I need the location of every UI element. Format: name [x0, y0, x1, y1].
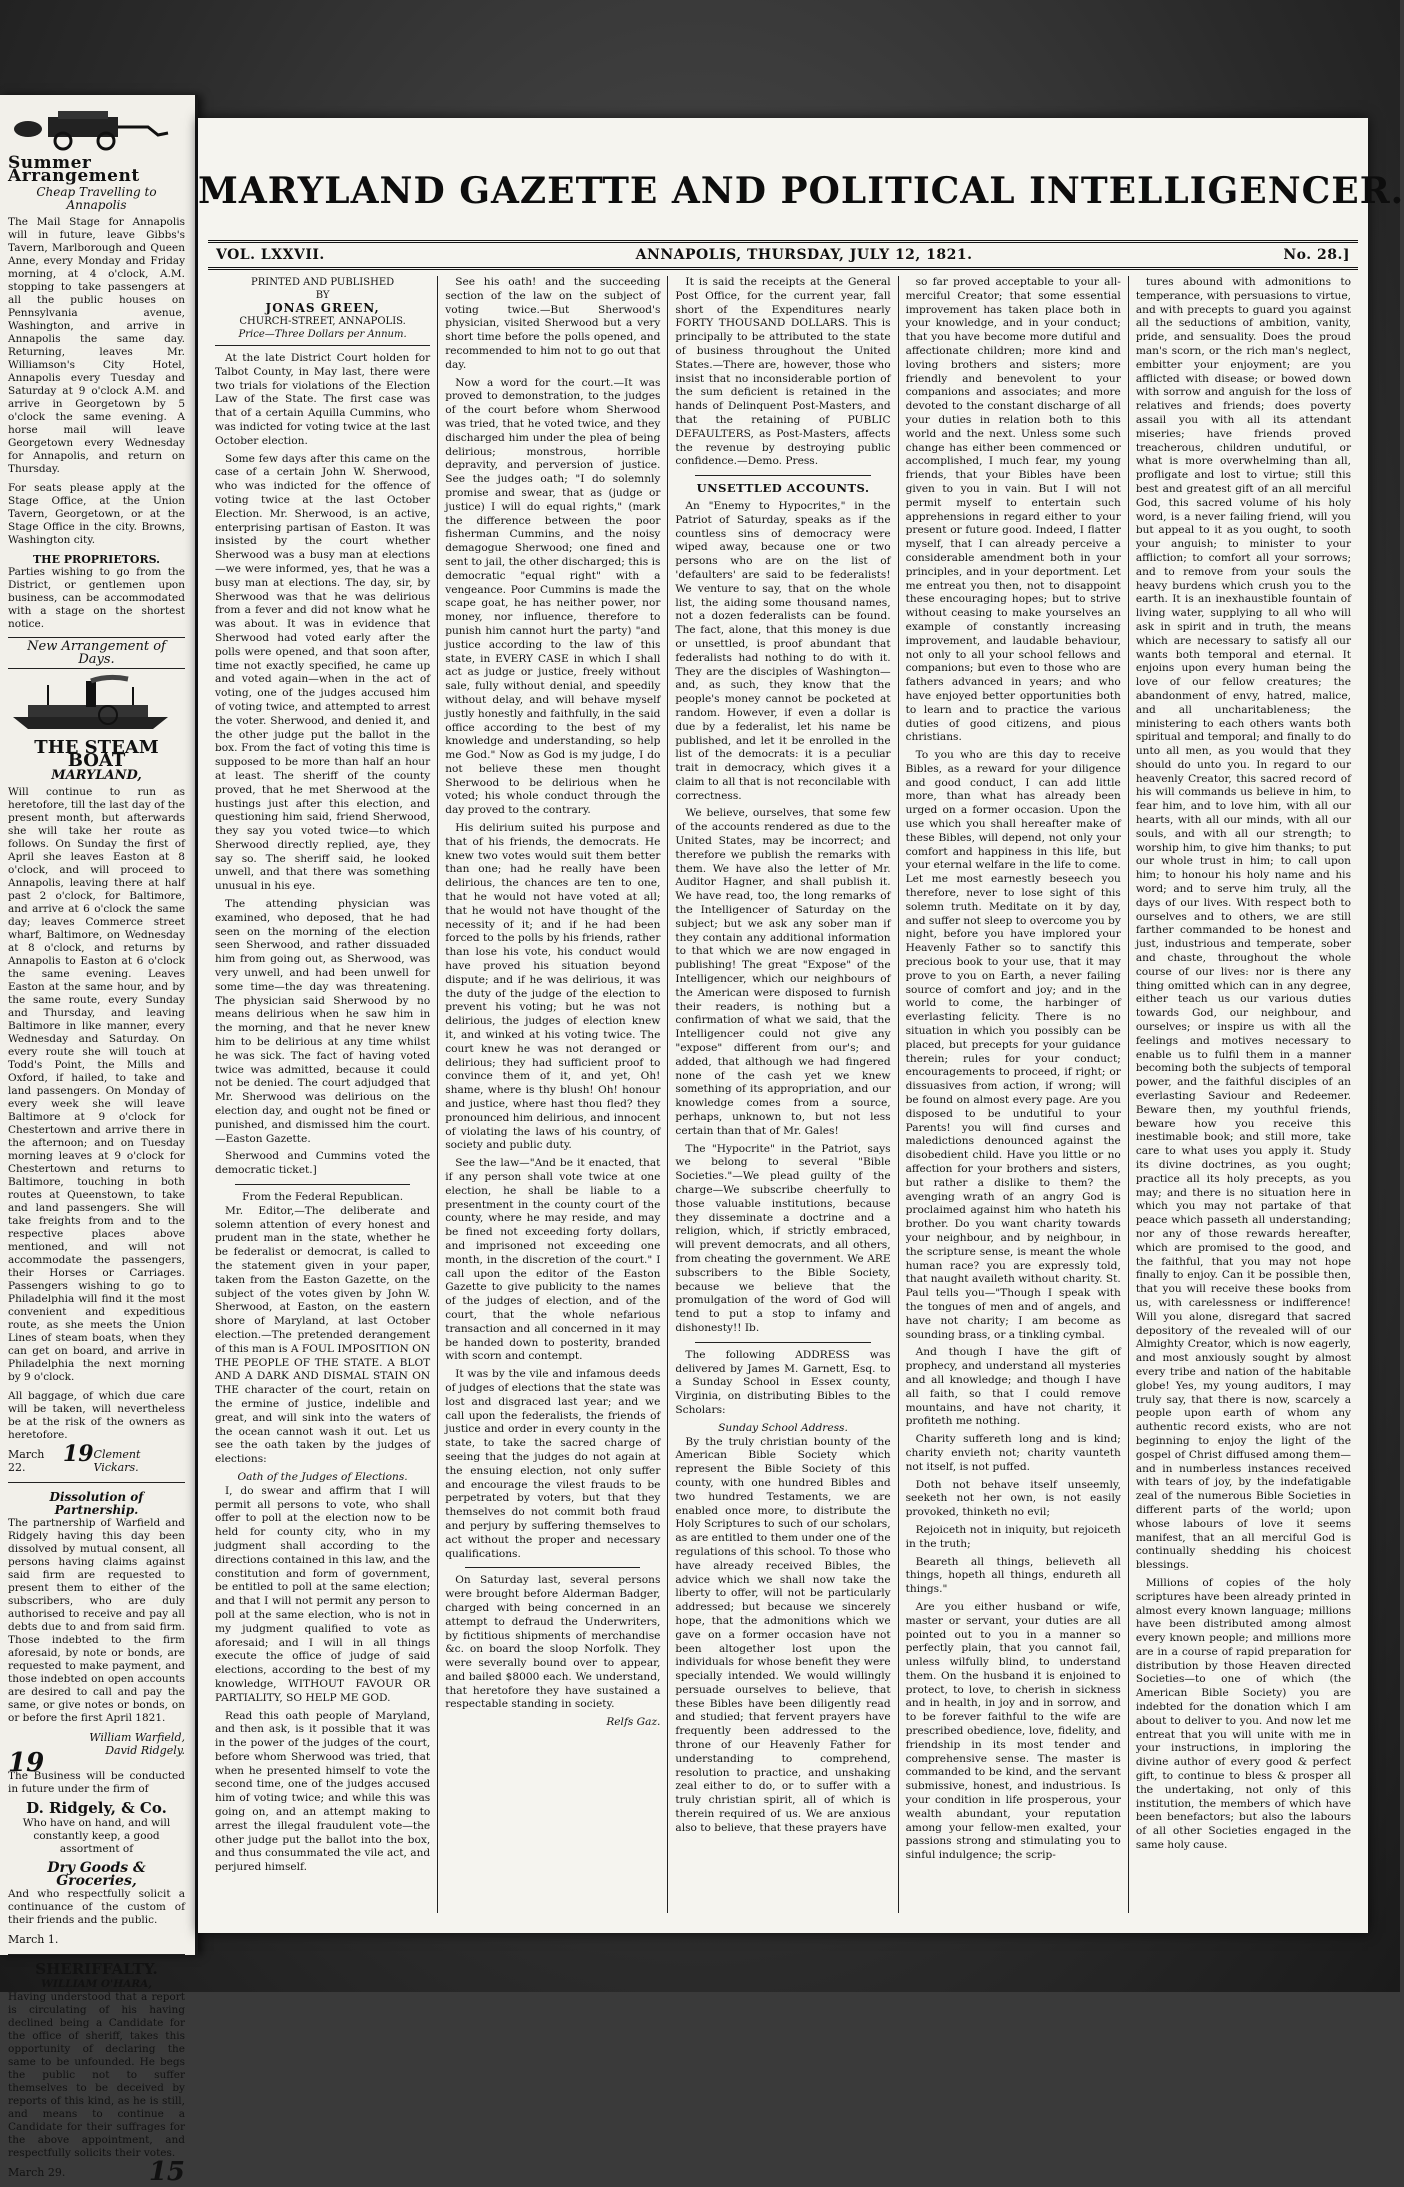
masthead-title: MARYLAND GAZETTE AND POLITICAL INTELLIGENCER. [198, 170, 1404, 212]
column-4 [898, 276, 1128, 1913]
publisher-name: JONAS GREEN, [265, 301, 380, 315]
fare-text: For seats please apply at the Stage Office, at the Union Tavern, Georgetown, or at the Stage Office in the city. Browns, Washington city. [8, 482, 185, 546]
dateline-bar [208, 240, 1358, 270]
summer-subheading: Cheap Travelling to Annapolis [36, 185, 157, 212]
steamboat-sign: Clement Vickars. [93, 1448, 141, 1474]
firm-name: D. Ridgely, & Co. [26, 1799, 167, 1817]
place-and-date: ANNAPOLIS, THURSDAY, JULY 12, 1821. [635, 247, 973, 263]
article-paragraph: Some few days after this came on the case of a certain John W. Sherwood, who was indicted for the offence of voting twice at the last October Election. Mr. Sherwood, is an active, enterprising partisan of Easton. It was insisted by the court whether Sherwood was a busy man at elections—we were informed, yes, that he was a busy man at elections. The day, sir, by Sherwood was that he was delirious from a fever and did not know what he was about. It was in evidence that Sherwood had voted early after the polls were opened, and that soon after, time not exactly specified, he came up and voted again—when in the act of voting, one of the judges accused him of voting twice, and attempted to arrest the voter. Sherwood, and denied it, and the other judge put the ballot in the box. From the fact of voting this time is supposed to be more than half an hour at least. The sheriff of the county proved, that he met Sherwood at the hustings just after this election, and questioning him said, friend Sherwood, they say you voted twice—to which Sherwood directly replied, aye, they say so. The sheriff said, he looked unwell, and that there was something unusual in his eye. [215, 452, 431, 893]
article-paragraph: The following ADDRESS was delivered by James M. Garnett, Esq. to a Sunday School in Essex county, Virginia, on distributing Bibles to the Scholars: [675, 1348, 891, 1416]
column-1 [208, 276, 437, 1913]
subscription-price: Price—Three Dollars per Annum. [238, 329, 407, 340]
imprint-line-1: PRINTED AND PUBLISHED [251, 277, 395, 288]
handwritten-19: 19 [8, 1748, 45, 1778]
article-paragraph: I, do swear and affirm that I will permit all persons to vote, who shall offer to poll at the election now to be held for county city, who in my judgment shall according to the directions contained in this law, and the constitution and form of government, be entitled to poll at the same election; and that I will not permit any person to poll at the same election, who is not in my judgment qualified to vote as aforesaid; and I will in all things execute the office of judge of said elections, according to the best of my knowledge, WITHOUT FAVOUR OR PARTIALITY, SO HELP ME GOD. [215, 1484, 431, 1704]
column-2 [437, 276, 667, 1913]
dissolution-text: The partnership of Warfield and Ridgely having this day been dissolved by mutual consent, all persons having claims against said firm are requested to present them to either of the subscribers, who are duly authorised to receive and pay all debts due to and from said firm. Those indebted to the firm aforesaid, by note or bonds, are requested to make payment, and those indebted on open accounts are desired to call and pay the same, or give notes or bonds, on or before the first April 1821. [8, 1517, 185, 1724]
article-paragraph: To you who are this day to receive Bibles, as a reward for your diligence and good conduct, I can add little more, than what has already been urged on a former occasion. Upon the use which you shall hereafter make of these Bibles, will depend, not only your comfort and happiness in this life, but your eternal welfare in the life to come. Let me most earnestly beseech you therefore, never to lose sight of this solemn truth. Meditate on it by day, and suffer not sleep to overcome you by night, before you have implored your Heavenly Father so to sanctify this precious book to your use, that it may prove to you on Earth, a never failing source of comfort and joy; and in the world to come, the harbinger of everlasting felicity. There is no situation in which you possibly can be placed, but precepts for your guidance therein; rules for your conduct; encouragements to proceed, if right; or dissuasives from action, if wrong; will be found on almost every page. Are you disposed to be undutiful to your Parents! you will find curses and maledictions denounced against the disobedient child. Have you little or no affection for your brothers and sisters, but rather a dislike to them? the avenging wrath of an angry God is proclaimed against him who hateth his brother. Do you want charity towards your neighbour, and by neighbour, in the scripture sense, is meant the whole human race? you are expressly told, that naught availeth without charity. St. Paul tells you—"Though I speak with the tongues of men and of angels, and have not charity; I am become as sounding brass, or a tinkling cymbal. [905, 749, 1121, 1341]
sheriff-text: Having understood that a report is circulating of his having declined being a Candidate for the office of sheriff, takes this opportunity of declaring the same to be unfounded. He begs the public not to suffer themselves to be deceived by reports of this kind, as he is still, and means to continue a Candidate for their suffrages for the above appointment, and respectfully solicits their votes. [8, 1991, 185, 2159]
article-paragraph: At the late District Court holden for Talbot County, in May last, there were two trials for violations of the Election Law of the State. The first case was that of a certain Aquilla Cummins, who was indicted for voting twice at the last October election. [215, 352, 431, 447]
handwritten-19-top: 19 [62, 1441, 94, 1467]
article-paragraph: so far proved acceptable to your all-merciful Creator; that some essential improvement has taken place both in your knowledge, and in your conduct; that you have become more dutiful and affectionate children; more kind and loving brothers and sisters; more friendly and benevolent to your companions and associates; and more devoted to the constant discharge of all your duties in relation both to this world and the next. Unless some such change has either been commenced or accomplished, I much fear, my young friends, that your Bibles have been given to you in vain. But I will not permit myself to entertain such apprehensions in regard either to your present or future good. Indeed, I flatter myself, that I can already perceive a considerable amendment both in your principles, and in your deportment. Let me entreat you then, not to disappoint these encouraging hopes; but to strive without ceasing to make yourselves an example of constantly increasing improvement, and laudable behaviour, not only to all your school fellows and companions; but even to those who are fathers advanced in years; and who have enjoyed better opportunities both to learn and to practice the various duties of good citizens, and pious christians. [905, 276, 1121, 744]
proprietors-heading: THE PROPRIETORS. [32, 553, 161, 566]
article-paragraph: The attending physician was examined, who deposed, that he had seen on the morning of the election seen Sherwood, and rather dissuaded him from going out, as Sherwood, was very unwell, and had been unwell for some time—the day was threatening. The physician said Sherwood by no means delirious when he saw him in the morning, and that he never knew him to be delirious at any time whilst he was sick. The fact of having voted twice was admitted, because it could not be denied. The court adjudged that Mr. Sherwood was delirious on the election day, and ought not be fined or punished, and dismissed him the court.—Easton Gazette. [215, 898, 431, 1145]
article-paragraph: Mr. Editor,—The deliberate and solemn attention of every honest and prudent man in the state, whether he be federalist or democrat, is called to the statement given in your paper, taken from the Easton Gazette, on the subject of the votes given by John W. Sherwood, at Easton, on the eastern shore of Maryland, at last October election.—The pretended derangement of this man is A FOUL IMPOSITION ON THE PEOPLE OF THE STATE. A BLOT AND A DARK AND DISMAL STAIN ON THE character of the court, retain on the ermine of justice, indelible and great, and will sink into the waters of the ocean cannot wash it out. Let us see the oath taken by the judges of elections: [215, 1204, 431, 1466]
unsettled-accounts-heading: UNSETTLED ACCOUNTS. [696, 481, 870, 496]
divider [8, 1482, 185, 1483]
article-paragraph: See his oath! and the succeeding section of the law on the subject of voting twice.—But Sherwood's physician, visited Sherwood but a very short time before the polls opened, and recommended to him not to go out that day. [445, 276, 661, 371]
goods-heading: Dry Goods & Groceries, [47, 1860, 146, 1889]
goods-text: And who respectfully solicit a continuance of the custom of their friends and the public. [8, 1888, 185, 1926]
goods-date: March 1. [8, 1933, 59, 1946]
steamboat-text: Will continue to run as heretofore, till the last day of the present month, but afterwards she will take her route as follows. On Sunday the first of April she leaves Easton at 8 o'clock, and will proceed to Annapolis, leaving there at half past 2 o'clock, for Baltimore, and arrive at 6 o'clock the same day; leaves Commerce street wharf, Baltimore, on Wednesday at 8 o'clock, and returns by Annapolis to Easton at 6 o'clock the same evening. Leaves Easton at the same hour, and by the same route, every Sunday and Thursday, and leaving Baltimore in like manner, every Wednesday and Saturday. On every route she will touch at Todd's Point, the Mills and Oxford, if hailed, to take and land passengers. On Monday of every week she will leave Baltimore at 9 o'clock for Chestertown and arrive there in the afternoon; and on Tuesday morning leaves at 9 o'clock for Chestertown and returns to Baltimore, touching in both routes at Queenstown, to take and land passengers. She will take freights from and to the respective places above mentioned, and will not accommodate the passengers, their Horses or Carriages. Passengers wishing to go to Philadelphia will find it the most convenient and expeditious route, as she meets the Union Lines of steam boats, when they can get on board, and arrive in Philadelphia the next morning by 9 o'clock. [8, 786, 185, 1383]
article-paragraph: See the law—"And be it enacted, that if any person shall vote twice at one election, he shall be liable to a presentment in the county court of the county, where he may reside, and may be fined not exceeding forty dollars, and imprisoned not exceeding one month, in the discretion of the court." I call upon the editor of the Easton Gazette to give publicity to the names of the judges of election, and of the court, that the whole nefarious transaction and all concerned in it may be handed down to posterity, branded with scorn and contempt. [445, 1157, 661, 1363]
article-paragraph: tures abound with admonitions to temperance, with persuasions to virtue, and with precepts to guard you against all the seductions of ambition, vanity, pride, and sensuality. Does the proud man's scorn, or the rich man's neglect, embitter your enjoyment; are you afflicted with disease; or bowed down with sorrow and anguish for the loss of relatives and friends; does poverty assail you with all its attendant miseries; have friends proved treacherous, children undutiful, or what is more overwhelming than all, profligate and lost to virtue; still this best and greatest gift of an all merciful God, this sacred volume of his holy word, is a never failing friend, will you but appeal to it as you ought, to sooth your anguish; to minister to your affliction; to comfort all your sorrows; and to remove from your souls the heavy burdens which crush you to the earth. It is an inexhaustible fountain of living water, supplying to all who will ask in spirit and in truth, the means which are necessary to satisfy all our wants both temporal and eternal. It enjoins upon every human being the love of our fellow creatures; the abandonment of envy, hatred, malice, and all uncharitableness; the ministering to each others wants both spiritual and temporal; and finally to do unto all men, as you would that they should do unto you. In regard to our heavenly Creator, this sacred record of his will commands us believe in him, to fear him, and to love him, with all our hearts, with all our minds, with all our souls, and with all our strength; to worship him, to give him thanks; to put our whole trust in him; to call upon him; to honour his holy name and his word; and to serve him truly, all the days of our lives. With respect both to ourselves and to others, we are still farther commanded to be honest and just, industrious and temperate, sober and chaste, throughout the whole course of our lives: nor is there any thing omitted which can in any degree, either teach us our various duties towards God, our neighbour, and ourselves; or inspire us with all the feelings and motives necessary to enable us to fulfil them in a manner becoming both the subjects of temporal power, and the faithful disciples of an everlasting Saviour and Redeemer. Beware then, my youthful friends, beware how you receive this inestimable book; and still more, take care to what uses you apply it. Study its divine doctrines, as you ought; practice all its holy precepts, as you may; and there is no situation here in which you may not partake of that peace which passeth all understanding; nor any of those rewards hereafter, which are promised to the good, and the faithful, that you may not hope finally to enjoy. Can it be possible then, that you will receive these books from us, with carelessness or indifference! Will you alone, disregard that sacred depository of the revealed will of our Almighty Creator, which is now eagerly, and most anxiously sought by almost every tribe and nation of the habitable globe! Yes, my young auditors, I may truly say, that there is now, scarcely a people upon earth of whom any authentic record exists, who are not beginning to enjoy the light of the gospel of Christ diffused among them—and in numberless instances received with tears of joy, by the indefatigable zeal of the numerous Bible Societies in different parts of the world; upon whose labours of love it seems manifest, that an all merciful God is continually shedding his choicest blessings. [1135, 276, 1352, 1572]
article-paragraph: Rejoiceth not in iniquity, but rejoiceth in the truth; [905, 1523, 1121, 1550]
article-paragraph: His delirium suited his purpose and that of his friends, the democrats. He knew two votes would suit them better than one; had he really have been delirious, the chances are ten to one, that he would not have voted at all; that he would not have thought of the necessity of it; and if he had been forced to the polls by his friends, rather than lose his vote, his conduct would have proved his situation beyond dispute; and if he was delirious, it was the duty of the judge of the election to prevent his voting; but he was not delirious, the judges of election knew it, and winked at his voting twice. The court knew he was not deranged or delirious; they had sufficient proof to convince them of it, and yet, Oh! shame, where is thy blush! Oh! honour and justice, where hast thou fled? they pronounced him delirious, and innocent of violating the laws of his country, of society and public duty. [445, 822, 661, 1152]
sheriffalty-heading: SHERIFFALTY. [35, 1960, 158, 1978]
article-paragraph: On Saturday last, several persons were brought before Alderman Badger, charged with being concerned in an attempt to defraud the Underwriters, by fictitious shipments of merchandise &c. on board the sloop Norfolk. They were severally bound over to appear, and bailed $8000 each. We understand, that heretofore they have sustained a respectable standing in society. [445, 1574, 661, 1711]
steamboat-date: March 22. [8, 1448, 45, 1474]
divider [695, 1342, 870, 1343]
stagecoach-illustration [8, 105, 185, 151]
new-arrangement-heading: New Arrangement of Days. [8, 637, 185, 669]
publisher-street: CHURCH-STREET, ANNAPOLIS. [239, 316, 406, 327]
divider [235, 1184, 410, 1185]
sunday-school-heading: Sunday School Address. [718, 1421, 848, 1434]
column-5 [1128, 276, 1358, 1913]
source-credit: Relfs Gaz. [606, 1716, 661, 1729]
steamboat-name: MARYLAND, [51, 768, 142, 783]
proprietors-text: Parties wishing to go from the District, or gentlemen upon business, can be accommodated with a stage on the shortest notice. [8, 566, 185, 630]
article-paragraph: Are you either husband or wife, master or servant, your duties are all pointed out to you in a manner so perfectly plain, that you cannot fail, unless wilfully blind, to understand them. On the husband it is enjoined to protect, to love, to cherish in sickness and in health, in joy and in sorrow, and to be forever faithful to the wife are prescribed obedience, love, fidelity, and friendship in its most tender and comprehensive sense. The master is commanded to be kind, and the servant submissive, honest, and industrious. Is your condition in life prosperous, your wealth abundant, your reputation among your fellow-men exalted, your passions strong and stimulating you to sinful indulgence; the scrip- [905, 1600, 1121, 1862]
article-paragraph: Read this oath people of Maryland, and then ask, is it possible that it was in the power of the judges of the court, before whom Sherwood was tried, that when he presented himself to vote the second time, one of the judges accused him of voting twice; and while this was going on, and an attempt making to arrest the illegal fraudulent vote—the other judge put the ballot into the box, and thus consummated the vile act, and perjured himself. [215, 1709, 431, 1874]
newspaper-page [198, 118, 1404, 1933]
article-columns [208, 276, 1358, 1913]
handwritten-15: 15 [148, 2157, 185, 2187]
article-paragraph: Charity suffereth long and is kind; charity envieth not; charity vaunteth not itself, is not puffed. [905, 1433, 1121, 1473]
article-paragraph: Sherwood and Cummins voted the democratic ticket.] [215, 1150, 431, 1177]
article-paragraph: We believe, ourselves, that some few of the accounts rendered as due to the United States, may be incorrect; and therefore we publish the remarks with them. We have also the letter of Mr. Auditor Hagner, and shall publish it. We have read, too, the long remarks of the Intelligencer of Saturday on the subject; but we ask any sober man if they contain any additional information to that which we are now engaged in publishing! The great "Expose" of the Intelligencer, which our neighbours of the American were disposed to furnish their readers, is nothing but a confirmation of what we said, that the Intelligencer could not give any "expose" different from our's; and added, that although we had fingered none of the cash yet we knew something of its appropriation, and our knowledge comes from a source, perhaps, unknown to, but not less certain than that of Mr. Gales! [675, 807, 891, 1137]
oath-heading: Oath of the Judges of Elections. [237, 1470, 408, 1483]
article-paragraph: Millions of copies of the holy scriptures have been already printed in almost every known language; millions have been distributed among almost every known people; and millions more are in a course of rapid preparation for distribution by those Heaven directed Societies—to one of which (the American Bible Society) you are indebted for the donation which I am about to deliver to you. And now let me entreat that you will unite with me in your instructions, in imploring the divine author of every good & perfect gift, to continue to bless & prosper all the undertaking, not only of this institution, the members of which have been benefactors; but also the labours of all other Societies engaged in the same holy cause. [1135, 1576, 1352, 1852]
baggage-text: All baggage, of which due care will be taken, will nevertheless be at the risk of the owners as heretofore. [8, 1390, 185, 1441]
adjacent-page-fragment [0, 95, 198, 2187]
business-text: The Business will be conducted in future under the firm of [8, 1770, 185, 1795]
divider [695, 475, 870, 476]
sheriff-name: WILLIAM O'HARA, [41, 1978, 152, 1990]
firm-text: Who have on hand, and will constantly keep, a good assortment of [22, 1817, 171, 1855]
column-3 [667, 276, 897, 1913]
steamboat-illustration [8, 675, 185, 735]
federal-republican-heading: From the Federal Republican. [242, 1191, 404, 1204]
article-paragraph: Beareth all things, believeth all things, hopeth all things, endureth all things." [905, 1555, 1121, 1596]
article-paragraph: And though I have the gift of prophecy, and understand all mysteries and all knowledge; and though I have all faith, so that I could remove mountains, and have not charity, it profiteth me nothing. [905, 1346, 1121, 1428]
article-paragraph: It is said the receipts at the General Post Office, for the current year, fall short of the Expenditures nearly FORTY THOUSAND DOLLARS. This is principally to be attributed to the state of business throughout the United States.—There are, however, those who insist that no inconsiderable portion of the sum deficient is retained in the hands of Delinquent Post-Masters, and that the retaining of PUBLIC DEFAULTERS, as Post-Masters, affects the revenue by destroying public confidence.—Demo. Press. [675, 276, 891, 468]
imprint-line-2: BY [315, 290, 330, 301]
article-paragraph: It was by the vile and infamous deeds of judges of elections that the state was lost and disgraced last year; and we call upon the federalists, the friends of justice and order in every county in the state, to take the sacred charge of seeing that the judges do not again at the ensuing election, not only suffer and encourage the vilest frauds to be perpetrated by voters, but that they themselves do not commit both fraud and perjury by suffering themselves to act without the proper and necessary qualifications. [445, 1368, 661, 1560]
summer-text: The Mail Stage for Annapolis will in future, leave Gibbs's Tavern, Marlborough and Queen Anne, every Monday and Friday morning, at 4 o'clock, A.M. stopping to take passengers at all the public houses on Pennsylvania avenue, Washington, and arrive in Annapolis the same day. Returning, leaves Mr. Williamson's City Hotel, Annapolis every Tuesday and Saturday at 9 o'clock A.M. and arrive in Georgetown by 5 o'clock the same evening. A horse mail will leave Georgetown every Wednesday for Annapolis, and return on Thursday. [8, 216, 185, 475]
divider [8, 1954, 185, 1955]
imprint-block [215, 276, 430, 346]
article-paragraph: An "Enemy to Hypocrites," in the Patriot of Saturday, speaks as if the countless sins of democracy were wiped away, because one or two persons who are on the list of 'defaulters' are said to be federalists! We venture to say, that on the whole list, the aiding some thousand names, not a dozen federalists can be found. The fact, alone, that this money is due or unsettled, is proof abundant that federalists had nothing to do with it. They are the disciples of Washington—and, as such, they know that the people's money cannot be pocketed at random. However, if even a dollar is due by a federalist, let his name be published, and let it be enrolled in the list of the democrats: it is a peculiar trait in democracy, which gives it a claim to all that is not reconcilable with correctness. [675, 499, 891, 802]
dissolution-sign-2: David Ridgely. [105, 1744, 185, 1757]
article-paragraph: By the truly christian bounty of the American Bible Society which represent the Bible Society of this county, with one hundred Bibles and two hundred Testaments, we are enabled once more, to distribute the Holy Scriptures to such of our scholars, as are entitled to them under one of the regulations of this school. To those who have already received Bibles, the advice which we shall now take the liberty to offer, will not be particularly addressed; but because we sincerely hope, that the admonitions which we gave on a former occasion have not been altogether lost upon the individuals for whose benefit they were specially intended. We would willingly persuade ourselves to believe, that these Bibles have been diligently read and studied; that fervent prayers have frequently been addressed to the throne of our Heavenly Father for understanding to comprehend, resolution to practice, and unshaking zeal either to do, or to suffer with a truly christian spirit, all of which is therein required of us. We are anxious also to believe, that these prayers have [675, 1435, 891, 1834]
volume-number: VOL. LXXVII. [216, 247, 325, 263]
article-paragraph: The "Hypocrite" in the Patriot, says we belong to several "Bible Societies."—We plead guilty of the charge—We subscribe cheerfully to those valuable institutions, because they disseminate a doctrine and a religion, which, if strictly embraced, will prevent democrats, and all others, from cheating the government. We ARE subscribers to the Bible Society, because we believe that the promulgation of the word of God will tend to put a stop to infamy and dishonesty!! Ib. [675, 1142, 891, 1334]
article-paragraph: Now a word for the court.—It was proved to demonstration, to the judges of the court before whom Sherwood was tried, that he voted twice, and they discharged him under the plea of being delirious; monstrous, horrible depravity, and perversion of justice. See the judges oath; "I do solemnly promise and swear, that as (judge or justice) I will do equal rights," (mark the difference between the poor fisherman Cummins, and the noisy demagogue Sherwood; one fined and sent to jail, the other discharged; this is democratic "equal right" with a vengeance. Poor Cummins is made the scape goat, he has neither power, nor money, nor influence, therefore to punish him cannot hurt the party) "and justice according to the law of this state, in EVERY CASE in which I shall act as judge or justice, freely without sale, fully without denial, and speedily without delay, and will behave myself justly honestly and faithfully, in the said office according to the best of my knowledge and understanding, so help me God." Now as God is my judge, I do not believe these men thought Sherwood to be delirious when he voted; his whole conduct through the day proved to the contrary. [445, 376, 661, 817]
issue-number: No. 28.] [1283, 247, 1350, 263]
article-paragraph: Doth not behave itself unseemly, seeketh not her own, is not easily provoked, thinketh no evil; [905, 1478, 1121, 1519]
dissolution-sign-1: William Warfield, [89, 1731, 185, 1744]
summer-heading: Summer Arrangement [8, 153, 140, 186]
steamboat-title: THE STEAM BOAT [34, 737, 159, 771]
divider [465, 1567, 640, 1568]
dissolution-heading: Dissolution of Partnership. [49, 1490, 144, 1517]
sheriff-date: March 29. [8, 2166, 66, 2179]
